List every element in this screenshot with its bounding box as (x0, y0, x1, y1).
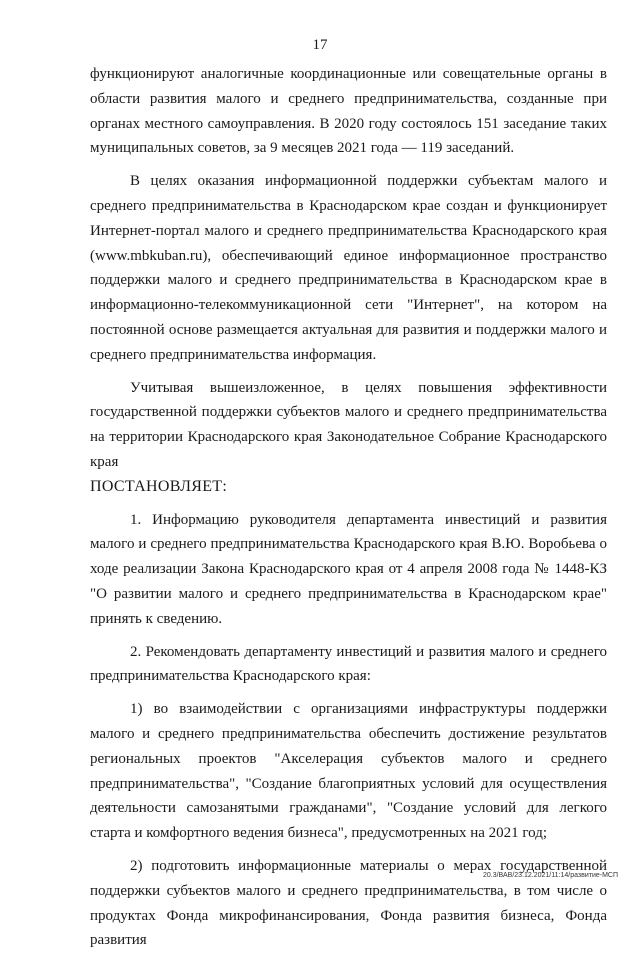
item-2-subitem-1: 1) во взаимодействии с организациями инфраструктуры поддержки малого и среднего предпринимательства обеспечить достижение результатов региональных проектов "Акселерация субъектов малого и среднего предпринимательства", "Создание благоприятных условий для осуществления деятельности самозанятыми гражданами", "Создание условий для легкого старта и комфортного ведения бизнеса", предусмотренных на 2021 год; (90, 701, 607, 842)
item-1: 1. Информацию руководителя департамента инвестиций и развития малого и среднего предпринимательства Краснодарского края В.Ю. Воробьева о ходе реализации Закона Краснодарского края от 4 апреля 2008 года № 1448-КЗ "О развитии малого и среднего предпринимательства в Краснодарском крае" принять к сведению. (90, 511, 607, 627)
resolution-heading: ПОСТАНОВЛЯЕТ: (90, 477, 228, 495)
paragraph-3: Учитывая вышеизложенное, в целях повышения эффективности государственной поддержки субъектов малого и среднего предпринимательства на территории Краснодарского края Законодательное Собрание Краснодарского края (90, 379, 607, 470)
page-number: 17 (312, 37, 328, 53)
item-2-subitem-2: 2) подготовить информационные материалы о мерах государственной поддержки субъектов малого и среднего предпринимательства, в том числе о продуктах Фонда микрофинансирования, Фонда развития бизнеса, Фонда развития (90, 857, 607, 949)
paragraph-2: В целях оказания информационной поддержки субъектам малого и среднего предпринимательства в Краснодарском крае создан и функционирует Интернет-портал малого и среднего предпринимательства Краснодарского края (www.mbkuban.ru), обеспечивающий единое информационное пространство поддержки малого и среднего предпринимательства в Краснодарском крае в информационно-телекоммуникационной сети "Интернет", на котором на постоянной основе размещается актуальная для развития и поддержки малого и среднего предпринимательства информация. (90, 173, 607, 363)
paragraph-1: функционируют аналогичные координационные или совещательные органы в области развития малого и среднего предпринимательства, созданные при органах местного самоуправления. В 2020 году состоялось 151 заседание таких муниципальных советов, за 9 месяцев 2021 года — 119 заседаний. (90, 66, 607, 157)
item-2: 2. Рекомендовать департаменту инвестиций и развития малого и среднего предпринимательства Краснодарского края: (90, 643, 607, 685)
document-body (90, 62, 607, 953)
document-footer-code: 20.3/ВАВ/23.12.2021/11:14/развитие-МСП (482, 872, 618, 879)
